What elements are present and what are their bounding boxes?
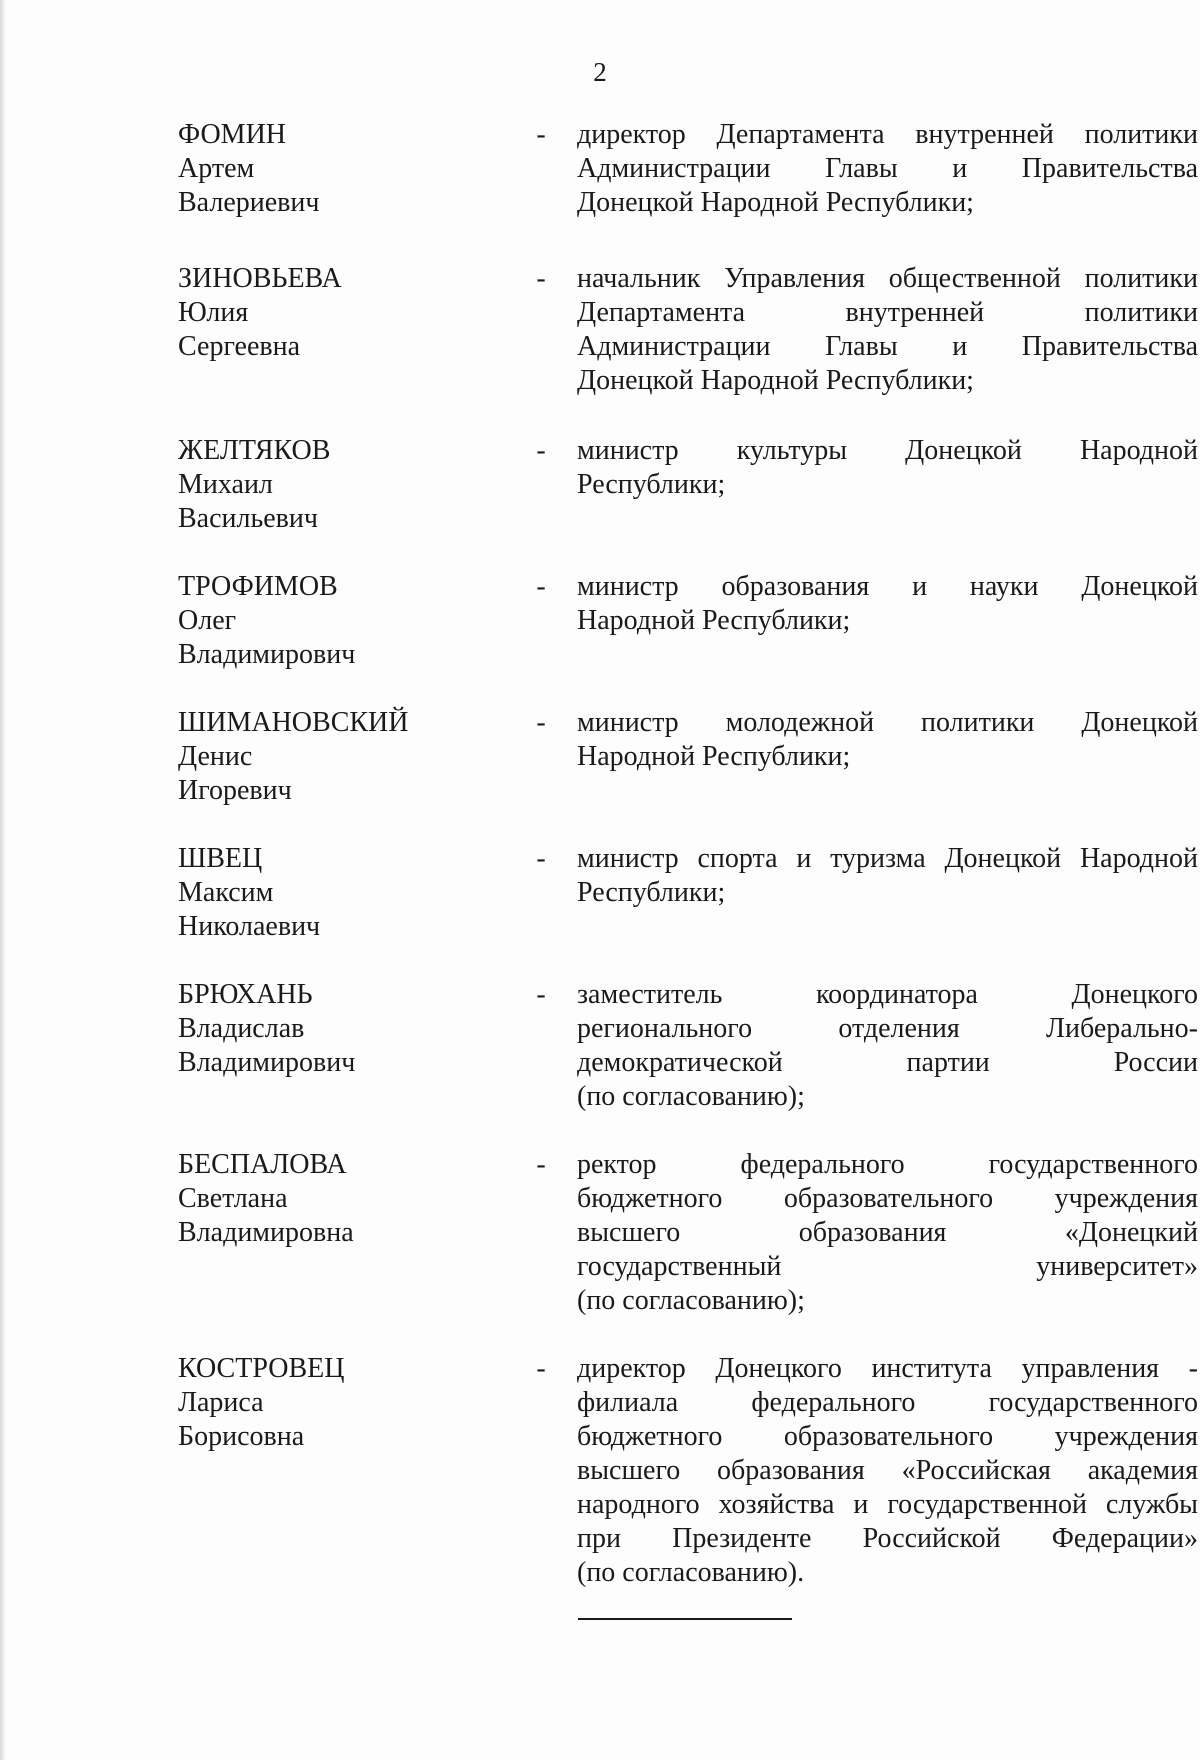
position-line: (по согласованию). <box>577 1557 805 1588</box>
position-line: Республики; <box>577 469 726 500</box>
surname: ФОМИН <box>178 119 287 150</box>
separator-dash: - <box>536 119 546 150</box>
surname: БРЮХАНЬ <box>178 979 313 1010</box>
position-line: ректор федерального государственного <box>577 1149 1198 1180</box>
position-line: Донецкой Народной Республики; <box>577 365 974 396</box>
first-name: Юлия <box>178 297 249 328</box>
position-line: министр спорта и туризма Донецкой Народной <box>577 843 1198 874</box>
position-line: государственный университет» <box>577 1251 1198 1282</box>
member-position <box>577 1148 1198 1318</box>
surname: ТРОФИМОВ <box>178 571 338 602</box>
position-line: Народной Республики; <box>577 605 851 636</box>
first-name: Светлана <box>178 1183 288 1214</box>
position-line: регионального отделения Либерально- <box>577 1013 1198 1044</box>
end-of-list-rule <box>578 1618 792 1620</box>
member-name <box>178 1148 468 1250</box>
patronymic: Игоревич <box>178 775 292 806</box>
separator-dash: - <box>536 571 546 602</box>
position-line: Народной Республики; <box>577 741 851 772</box>
separator-dash: - <box>536 1353 546 1384</box>
position-line: заместитель координатора Донецкого <box>577 979 1198 1010</box>
position-line: высшего образования «Донецкий <box>577 1217 1198 1248</box>
first-name: Михаил <box>178 469 273 500</box>
surname: ШИМАНОВСКИЙ <box>178 707 409 738</box>
member-position <box>577 118 1198 220</box>
member-position <box>577 706 1198 774</box>
member-position <box>577 1352 1198 1590</box>
position-line: директор Департамента внутренней политики <box>577 119 1198 150</box>
surname: БЕСПАЛОВА <box>178 1149 347 1180</box>
scan-edge-shadow <box>0 0 6 1760</box>
member-position <box>577 434 1198 502</box>
position-line: министр образования и науки Донецкой <box>577 571 1198 602</box>
surname: ЖЕЛТЯКОВ <box>178 435 331 466</box>
position-line: (по согласованию); <box>577 1081 805 1112</box>
patronymic: Сергеевна <box>178 331 301 362</box>
member-position <box>577 978 1198 1114</box>
page-number: 2 <box>593 57 607 87</box>
member-name <box>178 842 468 944</box>
position-line: бюджетного образовательного учреждения <box>577 1183 1198 1214</box>
position-line: Республики; <box>577 877 726 908</box>
position-line: министр молодежной политики Донецкой <box>577 707 1198 738</box>
patronymic: Борисовна <box>178 1421 305 1452</box>
separator-dash: - <box>536 979 546 1010</box>
member-name <box>178 262 468 364</box>
member-name <box>178 706 468 808</box>
position-line: бюджетного образовательного учреждения <box>577 1421 1198 1452</box>
position-line: при Президенте Российской Федерации» <box>577 1523 1198 1554</box>
position-line: министр культуры Донецкой Народной <box>577 435 1198 466</box>
member-position <box>577 570 1198 638</box>
first-name: Владислав <box>178 1013 305 1044</box>
member-name <box>178 978 468 1080</box>
position-line: Донецкой Народной Республики; <box>577 187 974 218</box>
first-name: Артем <box>178 153 255 184</box>
position-line: Администрации Главы и Правительства <box>577 153 1198 184</box>
position-line: директор Донецкого института управления - <box>577 1353 1198 1384</box>
position-line: (по согласованию); <box>577 1285 805 1316</box>
member-name <box>178 434 468 536</box>
first-name: Максим <box>178 877 274 908</box>
separator-dash: - <box>536 707 546 738</box>
member-name <box>178 118 468 220</box>
first-name: Денис <box>178 741 253 772</box>
surname: КОСТРОВЕЦ <box>178 1353 345 1384</box>
surname: ЗИНОВЬЕВА <box>178 263 342 294</box>
patronymic: Николаевич <box>178 911 321 942</box>
separator-dash: - <box>536 263 546 294</box>
patronymic: Васильевич <box>178 503 318 534</box>
member-position <box>577 842 1198 910</box>
member-name <box>178 570 468 672</box>
separator-dash: - <box>536 1149 546 1180</box>
patronymic: Владимирович <box>178 639 356 670</box>
first-name: Лариса <box>178 1387 264 1418</box>
patronymic: Владимирович <box>178 1047 356 1078</box>
position-line: Администрации Главы и Правительства <box>577 331 1198 362</box>
member-name <box>178 1352 468 1454</box>
surname: ШВЕЦ <box>178 843 263 874</box>
first-name: Олег <box>178 605 237 636</box>
separator-dash: - <box>536 435 546 466</box>
position-line: высшего образования «Российская академия <box>577 1455 1198 1486</box>
separator-dash: - <box>536 843 546 874</box>
position-line: филиала федерального государственного <box>577 1387 1198 1418</box>
position-line: демократической партии России <box>577 1047 1198 1078</box>
member-position <box>577 262 1198 398</box>
patronymic: Валериевич <box>178 187 320 218</box>
position-line: начальник Управления общественной политики <box>577 263 1198 294</box>
patronymic: Владимировна <box>178 1217 354 1248</box>
position-line: народного хозяйства и государственной службы <box>577 1489 1198 1520</box>
position-line: Департамента внутренней политики <box>577 297 1198 328</box>
